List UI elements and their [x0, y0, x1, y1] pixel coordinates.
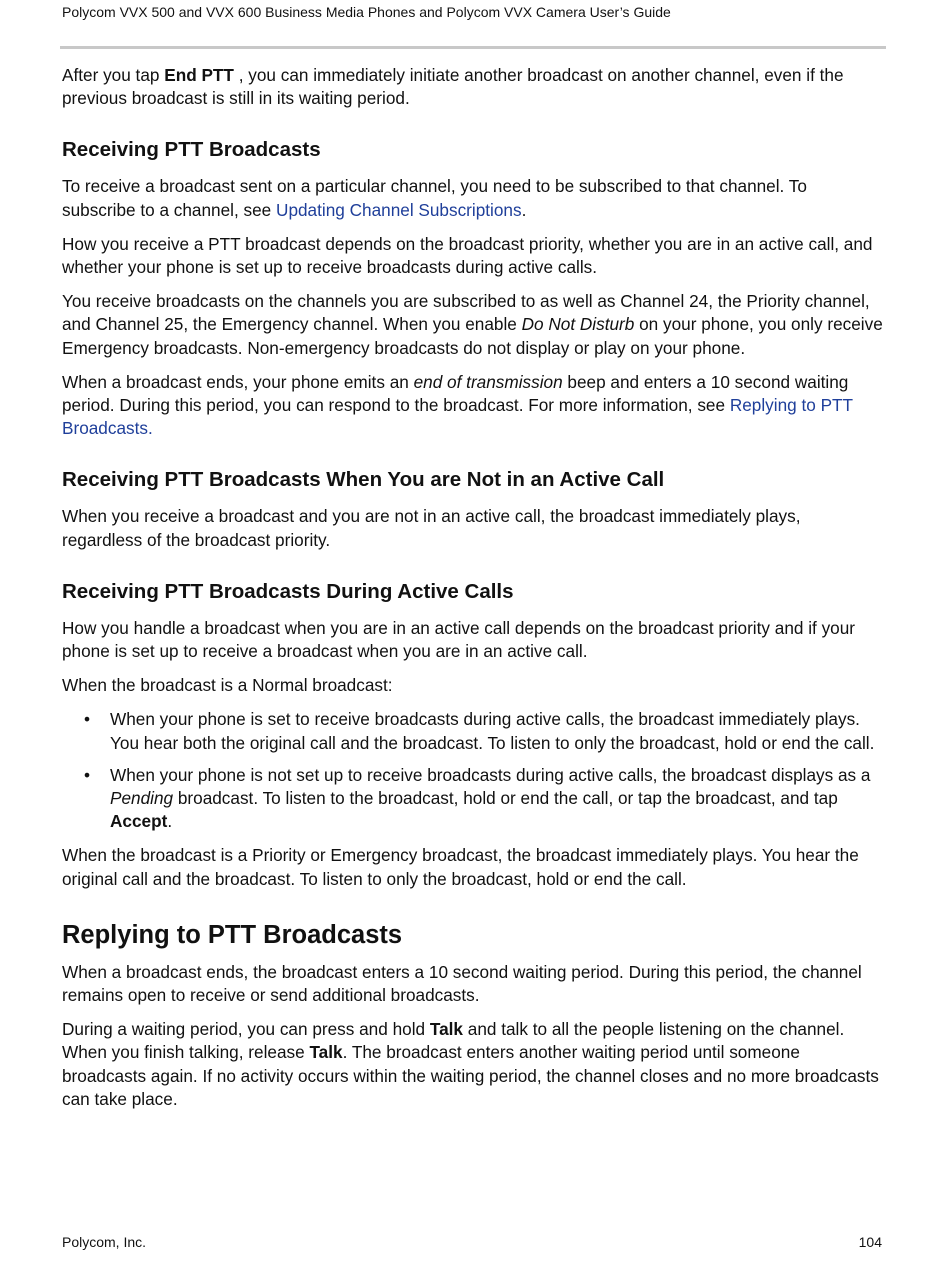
- receiving-paragraph-2: How you receive a PTT broadcast depends on the broadcast priority, whether you are in an active call, and whether your phone is set up to receive broadcasts during active calls.: [62, 233, 873, 278]
- list-item: • When your phone is set to receive broadcasts during active calls, the broadcast immediately plays. You hear both the original call and the broadcast. To listen to only the broadcast, hold or end the call.: [84, 709, 875, 753]
- normal-broadcast-list: [62, 708, 884, 833]
- end-ptt-term: End PTT: [164, 65, 234, 85]
- pending-term: Pending: [110, 788, 174, 809]
- not-active-paragraph: When you receive a broadcast and you are not in an active call, the broadcast immediately plays, regardless of the broadcast priority.: [62, 506, 801, 550]
- talk-term: Talk: [309, 1042, 343, 1063]
- replying-paragraph-1: When a broadcast ends, the broadcast enters a 10 second waiting period. During this period, the channel remains open to receive or send additional broadcasts.: [62, 961, 862, 1006]
- intro-paragraph: After you tap End PTT , you can immediately initiate another broadcast on another channel, even if the previous broadcast is still in its waiting period.: [62, 65, 844, 109]
- talk-term: Talk: [429, 1019, 463, 1040]
- receiving-paragraph-3: You receive broadcasts on the channels you are subscribed to as well as Channel 24, the Priority channel, and Channel 25, the Emergency channel. When you enable Do Not Disturb on your phone, you only receive Emergency broadcasts. Non-emergency broadcasts do not display or play on your phone.: [62, 291, 883, 358]
- heading-replying-ptt: Replying to PTT Broadcasts: [62, 920, 403, 949]
- bullet-icon: •: [84, 709, 91, 730]
- page-content: [62, 64, 884, 1122]
- running-header: Polycom VVX 500 and VVX 600 Business Media Phones and Polycom VVX Camera User’s Guide: [62, 4, 671, 20]
- header-divider: [60, 46, 886, 49]
- footer-page-number: 104: [858, 1234, 882, 1250]
- during-active-paragraph-2: When the broadcast is a Normal broadcast:: [62, 675, 393, 696]
- during-active-paragraph-3: When the broadcast is a Priority or Emergency broadcast, the broadcast immediately plays. You hear the original call and the broadcast. To listen to only the broadcast, hold or end the call.: [62, 845, 859, 889]
- accept-term: Accept: [110, 811, 168, 832]
- bullet-icon: •: [84, 764, 91, 785]
- list-item: • When your phone is not set up to receive broadcasts during active calls, the broadcast displays as a Pending broadcast. To listen to the broadcast, hold or end the call, or tap the broadcast, and tap Accept.: [84, 764, 871, 832]
- footer-company: Polycom, Inc.: [62, 1234, 147, 1250]
- replying-paragraph-2: During a waiting period, you can press and hold Talk and talk to all the people listening on the channel. When you finish talking, release Talk. The broadcast enters another waiting period until someone broadcasts again. If no activity occurs within the waiting period, the channel closes and no more broadcasts can take place.: [62, 1019, 879, 1109]
- receiving-paragraph-1: To receive a broadcast sent on a particular channel, you need to be subscribed to that channel. To subscribe to a channel, see Updating Channel Subscriptions.: [62, 176, 807, 220]
- end-of-transmission-term: end of transmission: [413, 371, 563, 392]
- heading-receiving-ptt: Receiving PTT Broadcasts: [62, 138, 321, 162]
- link-updating-channel-subscriptions[interactable]: Updating Channel Subscriptions: [276, 199, 522, 220]
- receiving-paragraph-4: When a broadcast ends, your phone emits an end of transmission beep and enters a 10 second waiting period. During this period, you can respond to the broadcast. For more information, see Replying to PTT Broadcasts.: [62, 371, 853, 439]
- do-not-disturb-term: Do Not Disturb: [521, 314, 635, 335]
- during-active-paragraph-1: How you handle a broadcast when you are in an active call depends on the broadcast priority and if your phone is set up to receive a broadcast when you are in an active call.: [62, 617, 856, 662]
- heading-during-active-calls: Receiving PTT Broadcasts During Active Calls: [62, 579, 514, 603]
- link-replying-to-ptt[interactable]: Replying to PTT Broadcasts.: [62, 395, 853, 439]
- heading-not-active-call: Receiving PTT Broadcasts When You are Not in an Active Call: [62, 468, 665, 492]
